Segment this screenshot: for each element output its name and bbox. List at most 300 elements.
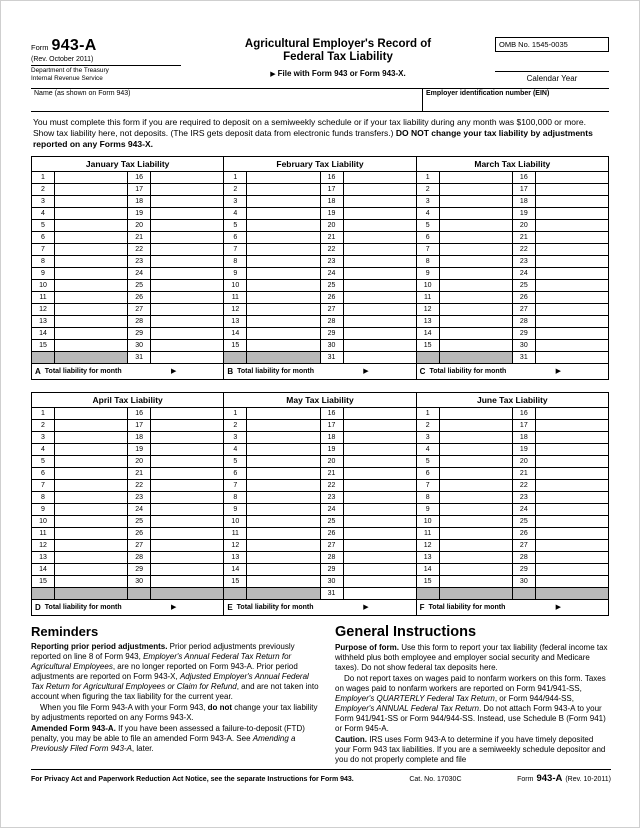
liability-entry-cell[interactable]	[344, 444, 416, 456]
day-number: 12	[32, 304, 55, 316]
liability-entry-cell[interactable]	[344, 480, 416, 492]
liability-entry-cell[interactable]	[151, 280, 223, 292]
liability-entry-cell[interactable]	[344, 492, 416, 504]
liability-entry-cell[interactable]	[440, 244, 513, 256]
day-number: 31	[128, 352, 151, 364]
day-row	[224, 220, 415, 232]
liability-entry-cell[interactable]	[55, 492, 128, 504]
day-number: 6	[32, 232, 55, 244]
liability-entry-cell[interactable]	[247, 540, 320, 552]
day-row	[417, 468, 608, 480]
day-row	[224, 456, 415, 468]
day-row	[417, 340, 608, 352]
day-row	[224, 172, 415, 184]
liability-entry-cell[interactable]	[247, 492, 320, 504]
day-row	[417, 504, 608, 516]
day-number: 7	[224, 244, 247, 256]
liability-entry-cell[interactable]	[344, 328, 416, 340]
day-row	[32, 256, 223, 268]
liability-entry-cell[interactable]	[536, 576, 608, 588]
day-number: 6	[32, 468, 55, 480]
liability-entry-cell[interactable]	[151, 184, 223, 196]
liability-entry-cell[interactable]	[344, 456, 416, 468]
liability-entry-cell[interactable]	[344, 516, 416, 528]
day-row	[224, 304, 415, 316]
day-row	[224, 516, 415, 528]
day-number: 9	[224, 504, 247, 516]
liability-entry-cell[interactable]	[55, 280, 128, 292]
day-row	[417, 528, 608, 540]
liability-entry-cell[interactable]	[247, 504, 320, 516]
liability-entry-cell[interactable]	[536, 220, 608, 232]
day-row	[417, 292, 608, 304]
liability-entry-cell[interactable]	[440, 340, 513, 352]
liability-entry-cell[interactable]	[247, 480, 320, 492]
liability-entry-cell[interactable]	[536, 268, 608, 280]
day-number: 14	[224, 564, 247, 576]
day-number: 25	[321, 280, 344, 292]
day-row	[224, 196, 415, 208]
text-segment: Use this form to report your tax liability (federal income tax withheld plus both employee and employer social security and Medicare taxes). Do not show federal tax deposits here.	[335, 642, 608, 672]
liability-entry-cell[interactable]	[344, 244, 416, 256]
day-row	[32, 304, 223, 316]
liability-entry-cell[interactable]	[55, 552, 128, 564]
file-with-line	[187, 69, 489, 78]
liability-entry-cell[interactable]	[536, 552, 608, 564]
month-total-entry[interactable]	[561, 364, 605, 379]
ein-field[interactable]	[423, 89, 609, 111]
shaded-cell	[224, 352, 247, 364]
liability-entry-cell[interactable]	[151, 268, 223, 280]
liability-entry-cell[interactable]	[536, 468, 608, 480]
liability-entry-cell[interactable]	[344, 576, 416, 588]
liability-entry-cell[interactable]	[440, 232, 513, 244]
paragraph	[31, 724, 319, 754]
liability-entry-cell[interactable]	[344, 220, 416, 232]
liability-entry-cell[interactable]	[536, 244, 608, 256]
liability-entry-cell[interactable]	[536, 208, 608, 220]
liability-entry-cell[interactable]	[344, 280, 416, 292]
catalog-number: Cat. No. 17030C	[409, 776, 462, 783]
liability-entry-cell[interactable]	[536, 516, 608, 528]
liability-entry-cell[interactable]	[440, 220, 513, 232]
liability-entry-cell[interactable]	[440, 304, 513, 316]
liability-entry-cell[interactable]	[151, 292, 223, 304]
month-total-row	[32, 600, 223, 615]
liability-entry-cell[interactable]	[151, 444, 223, 456]
liability-entry-cell[interactable]	[440, 432, 513, 444]
liability-entry-cell[interactable]	[55, 268, 128, 280]
liability-entry-cell[interactable]	[151, 432, 223, 444]
liability-entry-cell[interactable]	[440, 540, 513, 552]
day-row	[224, 256, 415, 268]
liability-entry-cell[interactable]	[536, 444, 608, 456]
liability-entry-cell[interactable]	[536, 480, 608, 492]
day-row	[32, 432, 223, 444]
liability-entry-cell[interactable]	[536, 408, 608, 420]
liability-entry-cell[interactable]	[247, 280, 320, 292]
liability-entry-cell[interactable]	[151, 528, 223, 540]
liability-entry-cell[interactable]	[247, 420, 320, 432]
liability-entry-cell[interactable]	[536, 492, 608, 504]
liability-entry-cell[interactable]	[151, 196, 223, 208]
month-total-entry[interactable]	[561, 600, 605, 615]
liability-entry-cell[interactable]	[536, 456, 608, 468]
month-total-entry[interactable]	[369, 600, 413, 615]
liability-entry-cell[interactable]	[247, 468, 320, 480]
liability-entry-cell[interactable]	[536, 564, 608, 576]
paragraph	[31, 703, 319, 723]
liability-entry-cell[interactable]	[440, 552, 513, 564]
liability-entry-cell[interactable]	[55, 432, 128, 444]
liability-entry-cell[interactable]	[247, 232, 320, 244]
liability-entry-cell[interactable]	[344, 232, 416, 244]
day-row-31	[417, 352, 608, 364]
calendar-year-label: Calendar Year	[526, 74, 578, 83]
liability-entry-cell[interactable]	[440, 456, 513, 468]
footer-form-id	[517, 773, 611, 784]
instructions-section	[31, 624, 609, 766]
day-number: 6	[417, 468, 440, 480]
day-number: 27	[128, 304, 151, 316]
liability-entry-cell[interactable]	[151, 504, 223, 516]
liability-entry-cell[interactable]	[440, 480, 513, 492]
month-total-entry[interactable]	[176, 364, 220, 379]
day-row	[32, 220, 223, 232]
text-segment: , and are not taken into account when figuring the tax liability for the current year.	[31, 681, 319, 701]
liability-entry-cell[interactable]	[344, 184, 416, 196]
paragraph	[31, 642, 319, 702]
liability-entry-cell[interactable]	[247, 292, 320, 304]
liability-entry-cell[interactable]	[247, 244, 320, 256]
liability-entry-cell[interactable]	[55, 292, 128, 304]
month-total-entry[interactable]	[369, 364, 413, 379]
liability-entry-cell[interactable]	[344, 256, 416, 268]
liability-entry-cell[interactable]	[55, 516, 128, 528]
day-number: 30	[321, 340, 344, 352]
text-segment: IRS uses Form 943-A to determine if you have timely deposited your Form 943 tax liabilities. If you are a semiweekly schedule depositor and you do not properly complete and file	[335, 734, 606, 764]
form-title-line-1: Agricultural Employer's Record of	[244, 38, 432, 50]
day-row	[417, 420, 608, 432]
liability-entry-cell[interactable]	[536, 280, 608, 292]
liability-entry-cell[interactable]	[55, 504, 128, 516]
liability-entry-cell[interactable]	[151, 256, 223, 268]
liability-entry-cell[interactable]	[151, 492, 223, 504]
liability-entry-cell[interactable]	[247, 408, 320, 420]
liability-entry-cell[interactable]	[55, 408, 128, 420]
liability-entry-cell[interactable]	[151, 516, 223, 528]
month-total-entry[interactable]	[176, 600, 220, 615]
liability-entry-cell[interactable]	[55, 528, 128, 540]
liability-entry-cell[interactable]	[247, 196, 320, 208]
liability-entry-cell[interactable]	[151, 408, 223, 420]
liability-entry-cell[interactable]	[344, 304, 416, 316]
day-number: 21	[513, 232, 536, 244]
day-number: 4	[32, 444, 55, 456]
page-footer	[31, 769, 611, 784]
liability-entry-cell[interactable]	[151, 552, 223, 564]
liability-entry-cell[interactable]	[151, 232, 223, 244]
liability-entry-cell[interactable]	[440, 528, 513, 540]
liability-entry-cell[interactable]	[344, 316, 416, 328]
arrow-right-icon: ▶	[555, 604, 561, 612]
liability-entry-cell[interactable]	[440, 208, 513, 220]
liability-entry-cell[interactable]	[344, 564, 416, 576]
liability-entry-cell[interactable]	[440, 420, 513, 432]
text-segment: , are no longer reported on Form 943-A. Prior period adjustments are reported on Form 943-X,	[31, 661, 298, 681]
liability-entry-cell[interactable]	[536, 432, 608, 444]
day-number: 29	[321, 564, 344, 576]
day-row	[224, 280, 415, 292]
day-number: 10	[32, 516, 55, 528]
liability-entry-cell[interactable]	[55, 316, 128, 328]
shaded-cell	[151, 588, 223, 600]
liability-entry-cell[interactable]	[247, 432, 320, 444]
liability-entry-cell[interactable]	[440, 516, 513, 528]
liability-entry-cell[interactable]	[344, 268, 416, 280]
day-number: 22	[513, 244, 536, 256]
day-number: 3	[224, 432, 247, 444]
liability-entry-cell[interactable]	[55, 220, 128, 232]
liability-entry-cell[interactable]	[247, 528, 320, 540]
liability-entry-cell[interactable]	[344, 432, 416, 444]
liability-entry-cell[interactable]	[536, 540, 608, 552]
liability-entry-cell[interactable]	[440, 184, 513, 196]
liability-entry-cell[interactable]	[344, 528, 416, 540]
month-total-row	[417, 600, 608, 615]
day-number: 3	[417, 432, 440, 444]
liability-entry-cell[interactable]	[440, 492, 513, 504]
liability-block-jan-mar	[31, 156, 609, 380]
liability-entry-cell[interactable]	[151, 316, 223, 328]
day-number: 23	[513, 256, 536, 268]
day-number: 4	[417, 444, 440, 456]
liability-entry-cell[interactable]	[440, 172, 513, 184]
liability-entry-cell[interactable]	[536, 316, 608, 328]
liability-entry-cell[interactable]	[536, 340, 608, 352]
liability-entry-cell[interactable]	[536, 420, 608, 432]
day-number: 2	[417, 184, 440, 196]
liability-entry-cell[interactable]	[55, 184, 128, 196]
liability-entry-cell[interactable]	[55, 540, 128, 552]
liability-entry-cell[interactable]	[344, 408, 416, 420]
liability-entry-cell[interactable]	[151, 340, 223, 352]
liability-entry-cell[interactable]	[55, 244, 128, 256]
liability-entry-cell[interactable]	[55, 172, 128, 184]
liability-entry-cell[interactable]	[55, 468, 128, 480]
liability-entry-cell[interactable]	[247, 184, 320, 196]
liability-entry-cell[interactable]	[247, 256, 320, 268]
liability-entry-cell[interactable]	[55, 340, 128, 352]
liability-entry-cell[interactable]	[344, 504, 416, 516]
liability-entry-cell[interactable]	[536, 232, 608, 244]
liability-entry-cell[interactable]	[151, 328, 223, 340]
total-row-letter: E	[227, 602, 233, 612]
day-number: 17	[513, 420, 536, 432]
liability-entry-cell[interactable]	[247, 304, 320, 316]
liability-entry-cell[interactable]	[536, 172, 608, 184]
day-row	[32, 172, 223, 184]
liability-entry-cell[interactable]	[247, 552, 320, 564]
liability-entry-cell[interactable]	[440, 292, 513, 304]
liability-entry-cell[interactable]	[247, 456, 320, 468]
day-number: 22	[321, 244, 344, 256]
liability-entry-cell[interactable]	[440, 468, 513, 480]
day-number: 26	[321, 292, 344, 304]
liability-entry-cell[interactable]	[536, 328, 608, 340]
liability-entry-cell[interactable]	[440, 280, 513, 292]
liability-entry-cell[interactable]	[536, 504, 608, 516]
shaded-cell	[55, 588, 128, 600]
liability-entry-cell[interactable]	[344, 208, 416, 220]
liability-entry-cell[interactable]	[344, 420, 416, 432]
liability-entry-cell[interactable]	[247, 576, 320, 588]
day-number: 18	[513, 196, 536, 208]
liability-entry-cell[interactable]	[247, 172, 320, 184]
liability-entry-cell[interactable]	[151, 480, 223, 492]
liability-entry-cell[interactable]	[55, 456, 128, 468]
day-number: 16	[513, 408, 536, 420]
liability-entry-cell[interactable]	[440, 316, 513, 328]
day-row	[32, 492, 223, 504]
day-number: 26	[513, 528, 536, 540]
day-number: 7	[224, 480, 247, 492]
liability-entry-cell[interactable]	[55, 232, 128, 244]
calendar-year-entry[interactable]	[495, 59, 609, 72]
liability-entry-cell[interactable]	[151, 540, 223, 552]
liability-entry-cell[interactable]	[344, 552, 416, 564]
day-number: 1	[417, 408, 440, 420]
liability-entry-cell[interactable]	[151, 456, 223, 468]
text-segment: , later.	[131, 743, 154, 753]
day-row	[32, 456, 223, 468]
name-field[interactable]	[31, 89, 423, 111]
day-number: 24	[128, 268, 151, 280]
text-segment: change your tax liability by adjustments reported on any Forms 943-X.	[31, 702, 318, 722]
liability-entry-cell[interactable]	[151, 244, 223, 256]
liability-entry-cell[interactable]	[55, 328, 128, 340]
liability-entry-cell[interactable]	[151, 208, 223, 220]
liability-entry-cell[interactable]	[55, 444, 128, 456]
form-title-line-2: Federal Tax Liability	[283, 51, 393, 64]
day-row	[417, 552, 608, 564]
liability-entry-cell[interactable]	[247, 444, 320, 456]
liability-entry-cell[interactable]	[344, 540, 416, 552]
liability-entry-cell[interactable]	[344, 196, 416, 208]
liability-entry-cell[interactable]	[440, 444, 513, 456]
liability-entry-cell[interactable]	[440, 256, 513, 268]
day-row	[224, 328, 415, 340]
liability-entry-cell[interactable]	[55, 196, 128, 208]
liability-entry-cell[interactable]	[247, 220, 320, 232]
revision-date: (Rev. October 2011)	[31, 56, 94, 63]
day-number: 24	[321, 268, 344, 280]
day-number: 25	[513, 280, 536, 292]
reminders-heading: Reminders	[31, 623, 99, 639]
liability-entry-cell[interactable]	[440, 408, 513, 420]
liability-entry-cell[interactable]	[151, 420, 223, 432]
liability-entry-cell[interactable]	[151, 220, 223, 232]
liability-entry-cell[interactable]	[344, 340, 416, 352]
liability-entry-cell[interactable]	[151, 172, 223, 184]
liability-entry-cell[interactable]	[247, 316, 320, 328]
day-number: 18	[128, 196, 151, 208]
liability-entry-cell[interactable]	[536, 304, 608, 316]
liability-entry-cell[interactable]	[440, 328, 513, 340]
liability-entry-cell[interactable]	[151, 576, 223, 588]
liability-entry-cell[interactable]	[55, 208, 128, 220]
day-row	[417, 540, 608, 552]
day-number: 16	[128, 172, 151, 184]
liability-entry-cell[interactable]	[344, 588, 416, 600]
liability-entry-cell[interactable]	[344, 468, 416, 480]
liability-entry-cell[interactable]	[55, 420, 128, 432]
liability-entry-cell[interactable]	[440, 196, 513, 208]
liability-entry-cell[interactable]	[151, 352, 223, 364]
liability-entry-cell[interactable]	[55, 576, 128, 588]
shaded-cell	[32, 588, 55, 600]
liability-entry-cell[interactable]	[247, 208, 320, 220]
liability-entry-cell[interactable]	[247, 268, 320, 280]
liability-entry-cell[interactable]	[247, 340, 320, 352]
text-segment: Caution.	[335, 734, 367, 744]
liability-entry-cell[interactable]	[344, 352, 416, 364]
liability-entry-cell[interactable]	[55, 304, 128, 316]
arrow-right-icon: ▶	[270, 71, 276, 79]
liability-entry-cell[interactable]	[344, 292, 416, 304]
day-number: 8	[417, 256, 440, 268]
liability-entry-cell[interactable]	[151, 468, 223, 480]
reminders-body	[31, 642, 319, 754]
liability-entry-cell[interactable]	[536, 256, 608, 268]
day-number: 5	[32, 456, 55, 468]
liability-entry-cell[interactable]	[440, 576, 513, 588]
day-number: 8	[224, 256, 247, 268]
day-number: 27	[321, 304, 344, 316]
day-number: 31	[513, 352, 536, 364]
day-row	[224, 184, 415, 196]
liability-entry-cell[interactable]	[151, 564, 223, 576]
liability-entry-cell[interactable]	[536, 292, 608, 304]
liability-entry-cell[interactable]	[344, 172, 416, 184]
liability-entry-cell[interactable]	[440, 504, 513, 516]
liability-entry-cell[interactable]	[247, 516, 320, 528]
liability-entry-cell[interactable]	[55, 480, 128, 492]
day-number: 1	[32, 408, 55, 420]
liability-entry-cell[interactable]	[247, 564, 320, 576]
day-number: 30	[321, 576, 344, 588]
arrow-right-icon: ▶	[170, 604, 177, 612]
liability-entry-cell[interactable]	[55, 564, 128, 576]
day-number: 8	[32, 492, 55, 504]
day-number: 21	[128, 232, 151, 244]
liability-entry-cell[interactable]	[247, 328, 320, 340]
liability-entry-cell[interactable]	[536, 196, 608, 208]
day-row	[417, 208, 608, 220]
liability-entry-cell[interactable]	[151, 304, 223, 316]
liability-entry-cell[interactable]	[440, 268, 513, 280]
month-title: May Tax Liability	[224, 393, 415, 408]
day-number: 22	[128, 480, 151, 492]
day-row-31	[417, 588, 608, 600]
liability-entry-cell[interactable]	[536, 352, 608, 364]
day-row	[224, 540, 415, 552]
liability-entry-cell[interactable]	[55, 256, 128, 268]
liability-entry-cell[interactable]	[536, 528, 608, 540]
liability-entry-cell[interactable]	[536, 184, 608, 196]
text-segment: Prior period adjustments previously reported on line 8 of Form 943,	[31, 641, 295, 661]
liability-entry-cell[interactable]	[440, 564, 513, 576]
